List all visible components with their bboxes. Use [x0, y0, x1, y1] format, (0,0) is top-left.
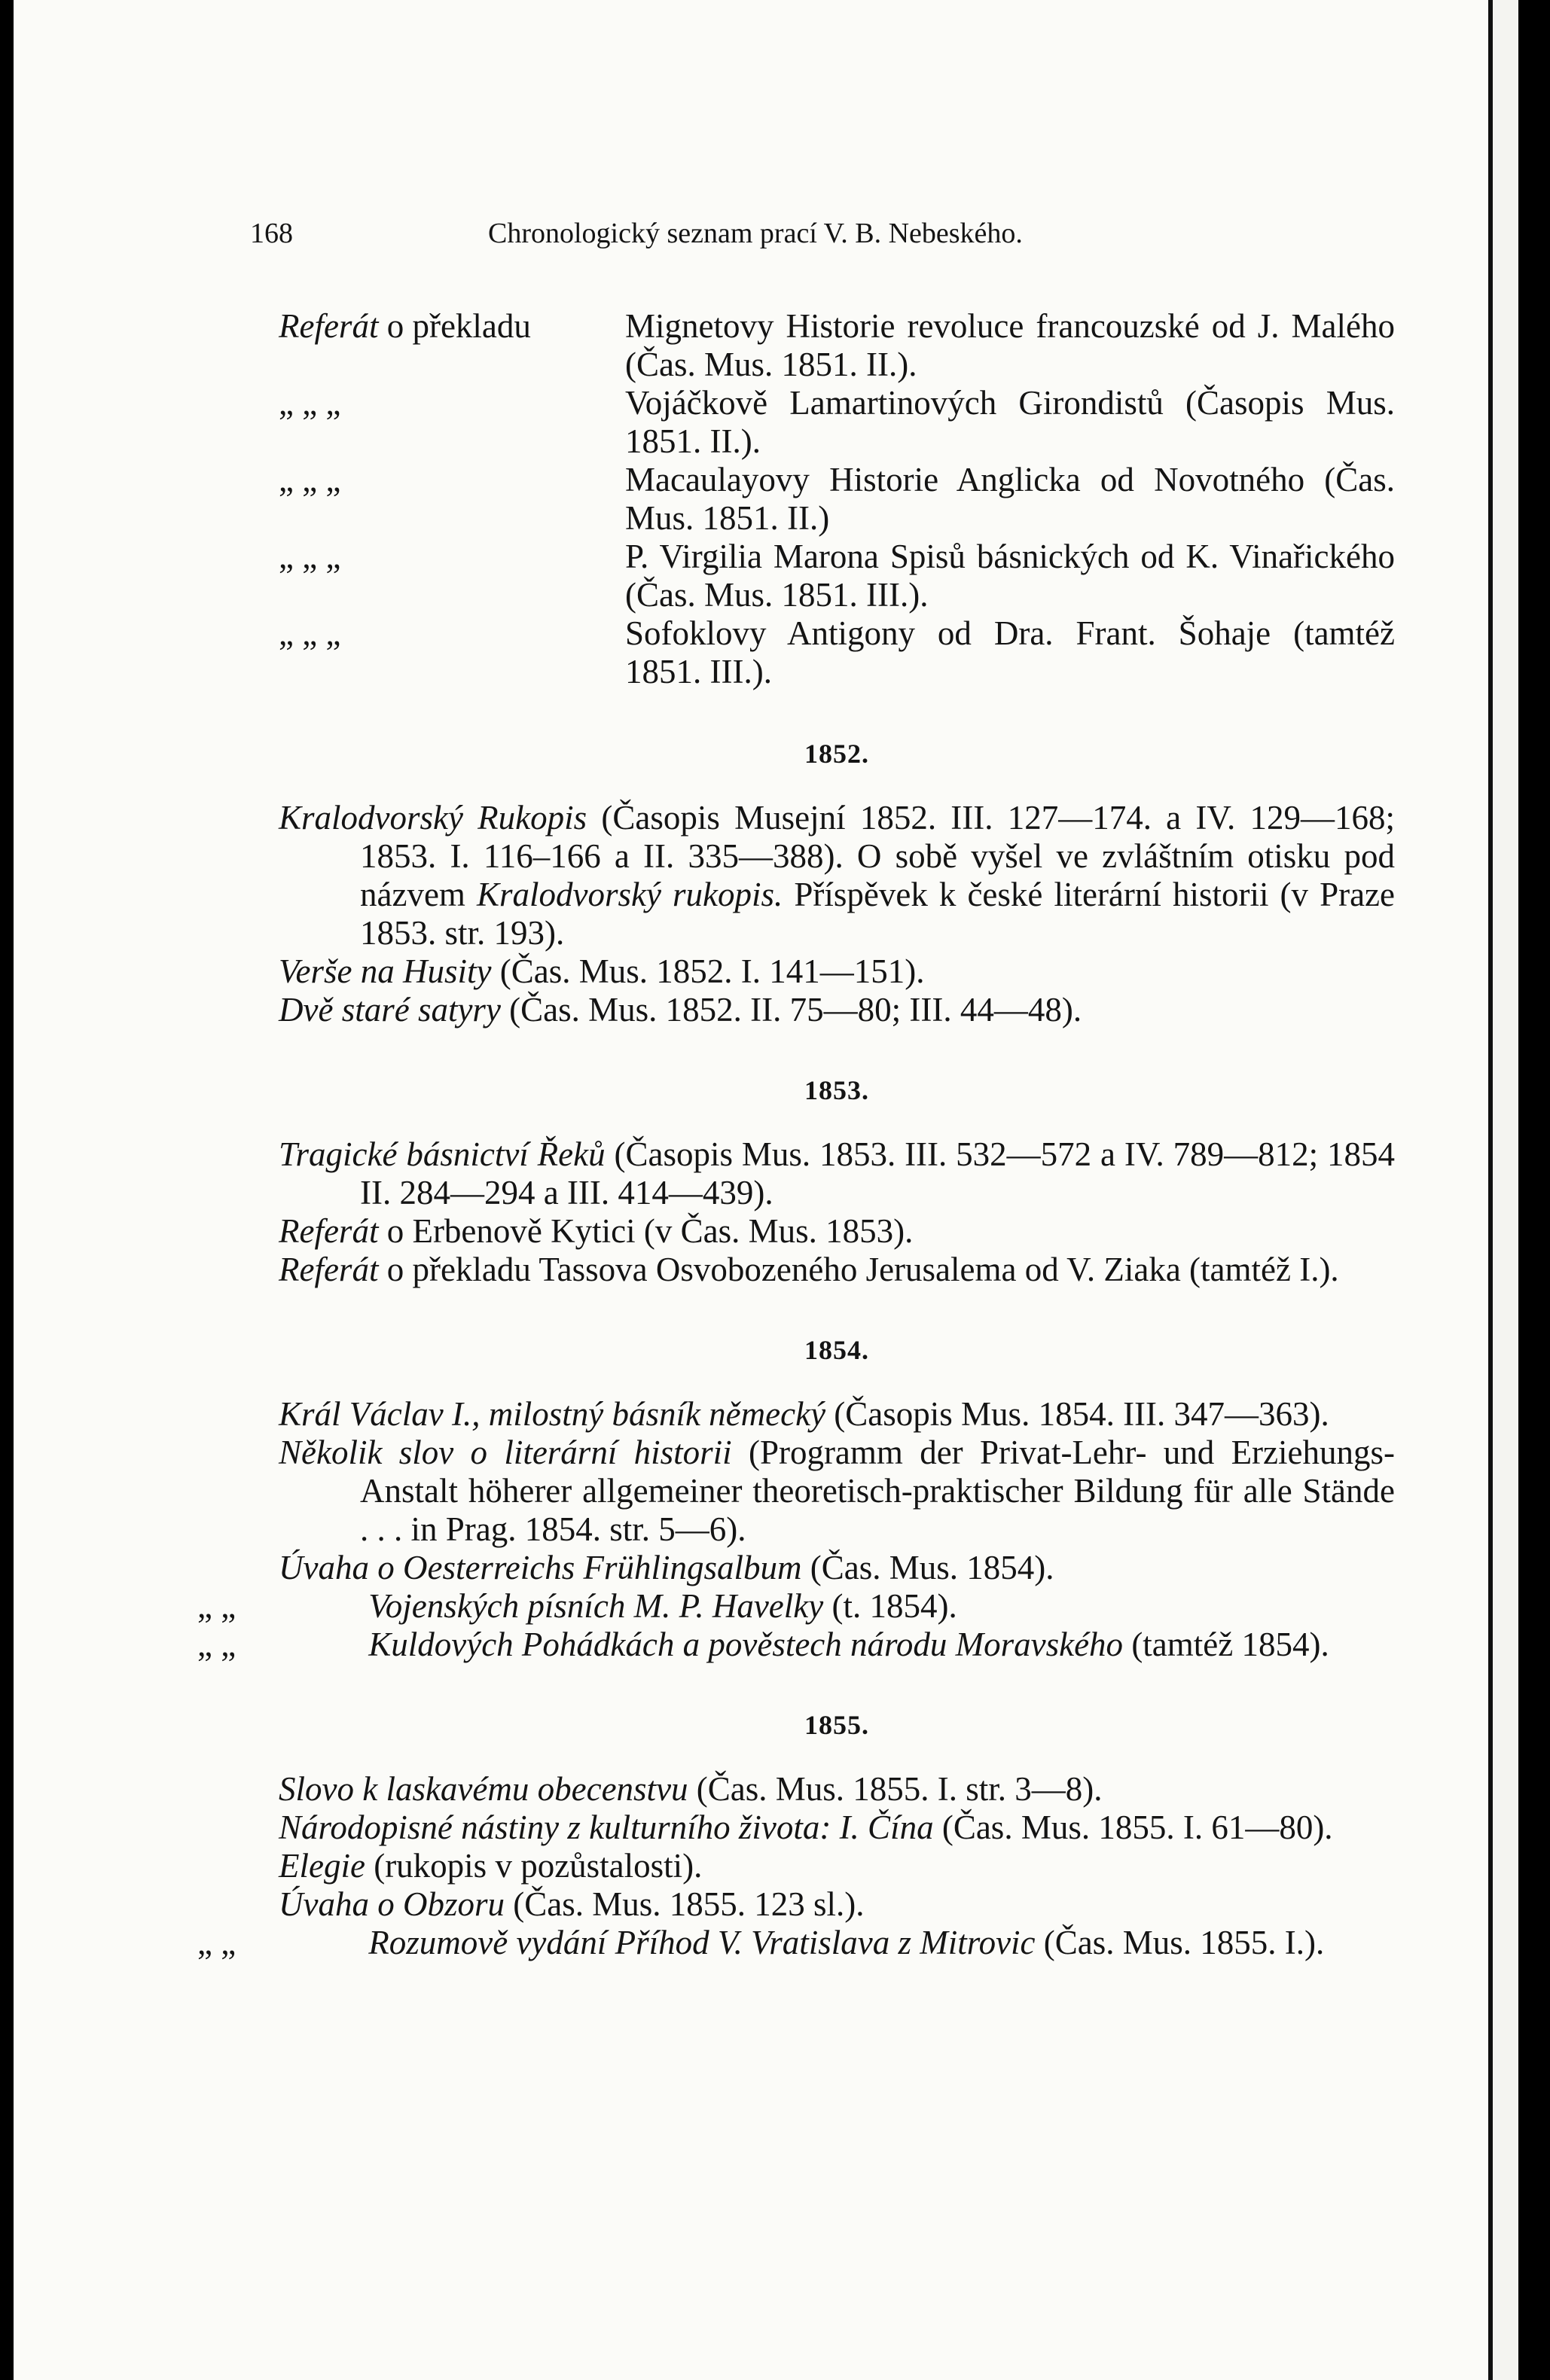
entry-title-2: Kralodvorský rukopis.	[477, 876, 783, 913]
bibliography-entry	[279, 1395, 1395, 1434]
year-heading: 1854.	[804, 1335, 869, 1365]
book-page	[14, 0, 1518, 2380]
entry-lead: o překladu	[378, 307, 531, 345]
entry-title: Král Václav I., milostný básník německý	[279, 1395, 826, 1433]
bibliography-entry	[279, 1847, 1395, 1885]
entry-title: Referát	[279, 1251, 379, 1288]
entry-text: o Erbenově Kytici (v Čas. Mus. 1853).	[378, 1212, 914, 1250]
ditto-marks: „ „	[197, 1587, 236, 1625]
entry-title: Národopisné nástiny z kulturního života: I. Čína	[279, 1809, 934, 1846]
page-number: 168	[250, 218, 293, 249]
entry-title: Tragické básnictví Řeků	[279, 1135, 606, 1173]
review-entry	[279, 307, 1395, 384]
entry-title: Úvaha o Oesterreichs Frühlingsalbum	[279, 1549, 802, 1586]
entry-text: (Čas. Mus. 1852. I. 141—151).	[491, 952, 925, 990]
bibliography-entry	[279, 1770, 1395, 1809]
entry-text: (Čas. Mus. 1854).	[801, 1549, 1054, 1586]
entry-title: Úvaha o Obzoru	[279, 1885, 505, 1923]
entry-text: Mignetovy Historie revoluce francouzské od J. Malého (Čas. Mus. 1851. II.).	[625, 307, 1395, 383]
entry-title: Několik slov o literární historii	[279, 1434, 732, 1471]
entry-title: Rozumově vydání Příhod V. Vratislava z Mitrovic	[360, 1924, 1036, 1961]
entry-text: Vojáčkově Lamartinových Girondistů (Časopis Mus. 1851. II.).	[625, 384, 1395, 460]
entry-text: o překladu Tassova Osvobozeného Jerusalema od V. Ziaka (tamtéž I.).	[378, 1251, 1339, 1288]
bibliography-entry	[279, 1135, 1395, 1212]
bibliography-entry	[279, 799, 1395, 952]
review-entry	[279, 614, 1395, 691]
bibliography-entry	[279, 1809, 1395, 1847]
running-header	[250, 217, 1169, 254]
ditto-marks: „ „	[197, 1626, 236, 1663]
entry-title: Elegie	[279, 1847, 365, 1885]
year-heading: 1855.	[804, 1710, 869, 1740]
entry-text: (Časopis Mus. 1854. III. 347—363).	[825, 1395, 1329, 1433]
entry-title: Slovo k laskavému obecenstvu	[279, 1770, 688, 1808]
header-title: Chronologický seznam prací V. B. Nebeského.	[488, 218, 1023, 249]
page-content	[197, 307, 1396, 1962]
entry-text: Macaulayovy Historie Anglicka od Novotného (Čas. Mus. 1851. II.)	[625, 461, 1395, 537]
ditto-marks: „ „	[197, 1924, 236, 1961]
entry-text: (Programm der Privat-Lehr- und Erziehungs-Anstalt höherer allgemeiner theoretisch-praktischer Bildung für alle Stände . . . in Prag. 1854. str. 5—6).	[360, 1434, 1395, 1548]
entry-text: Sofoklovy Antigony od Dra. Frant. Šohaje (tamtéž 1851. III.).	[625, 614, 1395, 690]
entry-title: Vojenských písních M. P. Havelky	[360, 1587, 824, 1625]
review-entry	[279, 538, 1395, 614]
entry-text: (Časopis Musejní 1852. III. 127—174. a IV. 129—168; 1853. I. 116–166 a II. 335—388). O sobě vyšel ve zvláštním otisku pod názvem	[360, 799, 1395, 913]
entry-text: (Čas. Mus. 1852. II. 75—80; III. 44—48).	[500, 991, 1082, 1028]
entry-title: Referát	[279, 307, 379, 345]
entry-title: Referát	[279, 1212, 379, 1250]
bibliography-entry	[279, 1885, 1395, 1924]
bibliography-entry	[197, 1924, 1395, 1962]
bibliography-entry	[279, 1251, 1395, 1289]
review-entry	[279, 461, 1395, 538]
bibliography-entry	[197, 1587, 1395, 1626]
bibliography-entry	[279, 1212, 1395, 1251]
entry-title: Verše na Husity	[279, 952, 492, 990]
bibliography-entry	[279, 1434, 1395, 1549]
review-entry	[279, 384, 1395, 461]
entry-text: (Časopis Mus. 1853. III. 532—572 a IV. 789—812; 1854 II. 284—294 a III. 414—439).	[360, 1135, 1395, 1211]
entry-title: Dvě staré satyry	[279, 991, 501, 1028]
year-heading: 1853.	[804, 1075, 869, 1105]
entry-title: Kuldových Pohádkách a pověstech národu Moravského	[360, 1626, 1124, 1663]
ditto-marks: „ „ „	[279, 461, 341, 498]
year-heading: 1852.	[804, 739, 869, 769]
adjacent-page-edge	[1488, 0, 1518, 2380]
entry-text: (Čas. Mus. 1855. I.).	[1035, 1924, 1325, 1961]
entry-text: (t. 1854).	[823, 1587, 957, 1625]
entry-text-2: Příspěvek k české literární historii (v Praze 1853. str. 193).	[360, 876, 1396, 952]
bibliography-entry	[279, 952, 1395, 991]
entry-title: Kralodvorský Rukopis	[279, 799, 587, 837]
bibliography-entry	[279, 1549, 1395, 1587]
entry-text: (rukopis v pozůstalosti).	[365, 1847, 703, 1885]
entry-text: (tamtéž 1854).	[1123, 1626, 1329, 1663]
bibliography-entry	[279, 991, 1395, 1029]
entry-text: (Čas. Mus. 1855. 123 sl.).	[505, 1885, 865, 1923]
entry-text: P. Virgilia Marona Spisů básnických od K. Vinařického (Čas. Mus. 1851. III.).	[625, 538, 1395, 614]
entry-text: (Čas. Mus. 1855. I. str. 3—8).	[688, 1770, 1103, 1808]
ditto-marks: „ „ „	[279, 614, 341, 652]
entry-text: (Čas. Mus. 1855. I. 61—80).	[933, 1809, 1333, 1846]
ditto-marks: „ „ „	[279, 538, 341, 575]
bibliography-entry	[197, 1626, 1395, 1664]
ditto-marks: „ „ „	[279, 384, 341, 422]
